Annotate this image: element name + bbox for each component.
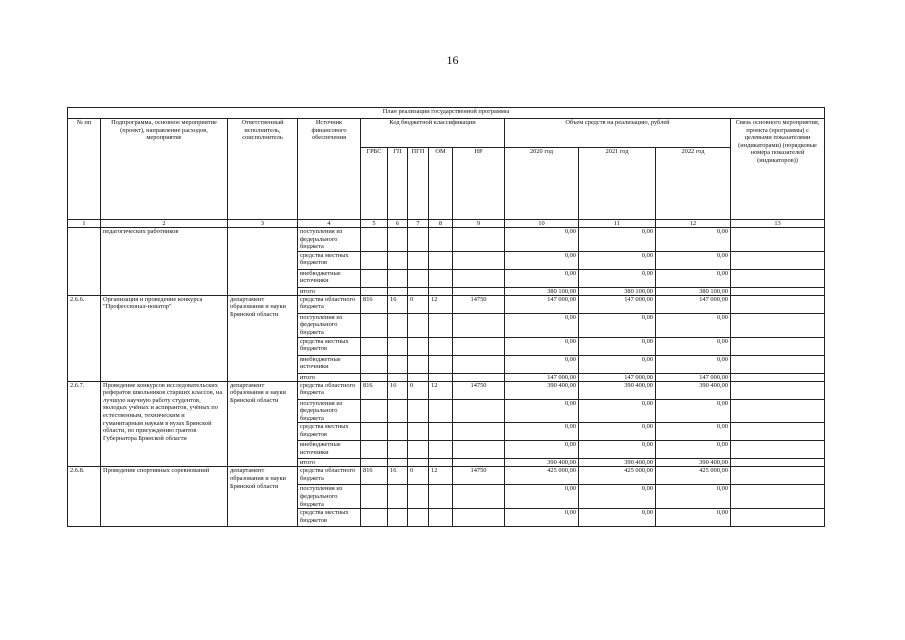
amount-2021: 147 000,00: [579, 373, 656, 381]
item-number: 2.6.7.: [68, 381, 101, 467]
amount-2021: 0,00: [579, 337, 656, 355]
item-name: Проведение спортивных соревнований: [101, 467, 228, 527]
code-nr: [453, 373, 505, 381]
code-pgp: [408, 441, 429, 459]
code-om: [429, 355, 453, 373]
indicator-link: [731, 295, 825, 313]
indicator-link: [731, 381, 825, 399]
indicator-link: [731, 373, 825, 381]
code-nr: [453, 251, 505, 269]
amount-2022: 0,00: [656, 337, 731, 355]
code-om: 12: [429, 467, 453, 485]
code-gp: [388, 287, 408, 295]
column-number: 12: [656, 220, 731, 228]
amount-2020: 0,00: [505, 251, 579, 269]
item-name: Проведение конкурсов исследовательских рефератов школьников старших классов, на лучшую научную работу студентов, молодых учёных и аспирантов, учёных по естественным, техническим и гуманитарным наукам в вузах Брянской области, по присуждению грантов Губернатора Брянской области: [101, 381, 228, 467]
column-number: 1: [68, 220, 101, 228]
code-nr: [453, 459, 505, 467]
code-grbs: [361, 251, 388, 269]
code-om: [429, 399, 453, 423]
code-pgp: [408, 287, 429, 295]
column-numbers-row: [68, 220, 825, 228]
item-executor: департамент образования и науки Брянской области: [228, 467, 298, 527]
code-gp: [388, 441, 408, 459]
code-grbs: [361, 459, 388, 467]
code-pgp: 0: [408, 295, 429, 313]
code-om: [429, 228, 453, 252]
code-pgp: [408, 509, 429, 527]
code-nr: [453, 399, 505, 423]
code-gp: [388, 337, 408, 355]
header-subprogram: Подпрограмма, основное мероприятие (проект), направление расходов, мероприятие: [101, 119, 228, 220]
code-gp: [388, 399, 408, 423]
item-number: 2.6.8.: [68, 467, 101, 527]
table-row: [68, 381, 825, 399]
code-om: 12: [429, 295, 453, 313]
amount-2020: 380 100,00: [505, 287, 579, 295]
amount-2021: 0,00: [579, 399, 656, 423]
code-gp: [388, 228, 408, 252]
column-number: 4: [298, 220, 361, 228]
amount-2022: 0,00: [656, 485, 731, 509]
code-nr: 14750: [453, 467, 505, 485]
funding-source: внебюджетные источники: [298, 355, 361, 373]
code-grbs: [361, 269, 388, 287]
code-gp: [388, 423, 408, 441]
column-number: 8: [429, 220, 453, 228]
amount-2020: 390 400,00: [505, 459, 579, 467]
amount-2021: 0,00: [579, 509, 656, 527]
indicator-link: [731, 509, 825, 527]
header-executor: Ответственный исполнитель, соисполнитель: [228, 119, 298, 220]
funding-source: итого: [298, 459, 361, 467]
column-number: 2: [101, 220, 228, 228]
indicator-link: [731, 337, 825, 355]
indicator-link: [731, 355, 825, 373]
code-nr: [453, 441, 505, 459]
indicator-link: [731, 228, 825, 252]
amount-2020: 390 400,00: [505, 381, 579, 399]
indicator-link: [731, 399, 825, 423]
code-om: [429, 373, 453, 381]
column-number: 10: [505, 220, 579, 228]
item-number: 2.6.6.: [68, 295, 101, 381]
code-nr: [453, 355, 505, 373]
code-nr: [453, 509, 505, 527]
code-grbs: [361, 399, 388, 423]
code-grbs: [361, 423, 388, 441]
code-pgp: [408, 269, 429, 287]
funding-source: средства областного бюджета: [298, 467, 361, 485]
column-number: 6: [388, 220, 408, 228]
code-gp: 16: [388, 381, 408, 399]
code-nr: [453, 423, 505, 441]
amount-2021: 390 400,00: [579, 381, 656, 399]
amount-2022: 390 400,00: [656, 381, 731, 399]
amount-2022: 380 100,00: [656, 287, 731, 295]
indicator-link: [731, 485, 825, 509]
amount-2020: 0,00: [505, 269, 579, 287]
header-2022: 2022 год: [656, 148, 731, 220]
amount-2020: 147 000,00: [505, 373, 579, 381]
code-om: [429, 485, 453, 509]
code-nr: [453, 485, 505, 509]
item-name: Организация и проведение конкурса "Профессионал-новатор": [101, 295, 228, 381]
code-om: [429, 251, 453, 269]
amount-2022: 0,00: [656, 355, 731, 373]
code-gp: 16: [388, 295, 408, 313]
code-pgp: [408, 423, 429, 441]
code-pgp: [408, 337, 429, 355]
code-om: [429, 287, 453, 295]
funding-source: средства местных бюджетов: [298, 337, 361, 355]
indicator-link: [731, 441, 825, 459]
code-grbs: [361, 509, 388, 527]
column-number: 7: [408, 220, 429, 228]
amount-2021: 380 100,00: [579, 287, 656, 295]
funding-source: поступления из федерального бюджета: [298, 399, 361, 423]
amount-2021: 390 400,00: [579, 459, 656, 467]
code-grbs: [361, 313, 388, 337]
code-gp: [388, 485, 408, 509]
code-gp: [388, 313, 408, 337]
header-grbs: ГРБС: [361, 148, 388, 220]
code-grbs: 816: [361, 467, 388, 485]
amount-2021: 0,00: [579, 269, 656, 287]
funding-source: поступления из федерального бюджета: [298, 228, 361, 252]
amount-2020: 425 000,00: [505, 467, 579, 485]
code-om: [429, 313, 453, 337]
indicator-link: [731, 269, 825, 287]
amount-2022: 425 000,00: [656, 467, 731, 485]
amount-2020: 0,00: [505, 509, 579, 527]
column-number: 9: [453, 220, 505, 228]
item-number: [68, 228, 101, 296]
code-pgp: [408, 485, 429, 509]
plan-title: План реализации государственной программы: [68, 108, 825, 119]
indicator-link: [731, 459, 825, 467]
code-om: 12: [429, 381, 453, 399]
amount-2020: 147 000,00: [505, 295, 579, 313]
table-row: [68, 228, 825, 252]
amount-2022: 0,00: [656, 228, 731, 252]
code-nr: [453, 269, 505, 287]
amount-2020: 0,00: [505, 355, 579, 373]
code-pgp: [408, 228, 429, 252]
header-link: Связь основного мероприятия, проекта (программы) с целевыми показателями (индикаторами) (порядковые номера показателей (индикаторов)): [731, 119, 825, 220]
code-grbs: [361, 337, 388, 355]
funding-source: средства областного бюджета: [298, 295, 361, 313]
code-grbs: [361, 485, 388, 509]
indicator-link: [731, 287, 825, 295]
column-number: 3: [228, 220, 298, 228]
amount-2020: 0,00: [505, 423, 579, 441]
column-number: 13: [731, 220, 825, 228]
code-grbs: [361, 355, 388, 373]
amount-2021: 0,00: [579, 423, 656, 441]
amount-2022: 147 000,00: [656, 373, 731, 381]
header-2020: 2020 год: [505, 148, 579, 220]
code-om: [429, 459, 453, 467]
funding-source: средства местных бюджетов: [298, 423, 361, 441]
code-pgp: [408, 399, 429, 423]
amount-2020: 0,00: [505, 228, 579, 252]
indicator-link: [731, 467, 825, 485]
column-number: 11: [579, 220, 656, 228]
funding-source: внебюджетные источники: [298, 269, 361, 287]
amount-2021: 0,00: [579, 441, 656, 459]
header-num: № пп: [68, 119, 101, 220]
code-gp: [388, 355, 408, 373]
funding-source: средства областного бюджета: [298, 381, 361, 399]
header-om: ОМ: [429, 148, 453, 220]
header-source: Источник финансового обеспечения: [298, 119, 361, 220]
amount-2021: 0,00: [579, 251, 656, 269]
amount-2020: 0,00: [505, 337, 579, 355]
plan-table: [67, 107, 825, 527]
code-nr: [453, 313, 505, 337]
funding-source: итого: [298, 287, 361, 295]
funding-source: поступления из федерального бюджета: [298, 313, 361, 337]
code-nr: [453, 337, 505, 355]
code-grbs: 816: [361, 295, 388, 313]
funding-source: средства местных бюджетов: [298, 509, 361, 527]
code-om: [429, 441, 453, 459]
code-gp: 16: [388, 467, 408, 485]
code-gp: [388, 373, 408, 381]
amount-2022: 147 000,00: [656, 295, 731, 313]
amount-2021: 147 000,00: [579, 295, 656, 313]
indicator-link: [731, 251, 825, 269]
code-gp: [388, 251, 408, 269]
item-executor: [228, 228, 298, 296]
header-volume: Объем средств на реализацию, рублей: [505, 119, 731, 148]
amount-2022: 0,00: [656, 251, 731, 269]
amount-2022: 0,00: [656, 423, 731, 441]
header-pgp: ПГП: [408, 148, 429, 220]
header-budget-class: Код бюджетной классификации: [361, 119, 505, 148]
amount-2020: 0,00: [505, 399, 579, 423]
code-pgp: [408, 459, 429, 467]
amount-2021: 425 000,00: [579, 467, 656, 485]
code-gp: [388, 269, 408, 287]
funding-source: средства местных бюджетов: [298, 251, 361, 269]
code-pgp: [408, 355, 429, 373]
amount-2022: 390 400,00: [656, 459, 731, 467]
amount-2020: 0,00: [505, 485, 579, 509]
amount-2021: 0,00: [579, 228, 656, 252]
code-gp: [388, 459, 408, 467]
amount-2020: 0,00: [505, 441, 579, 459]
amount-2022: 0,00: [656, 269, 731, 287]
code-pgp: [408, 373, 429, 381]
code-grbs: 816: [361, 381, 388, 399]
table-row: [68, 295, 825, 313]
amount-2021: 0,00: [579, 313, 656, 337]
code-om: [429, 337, 453, 355]
header-gp: ГП: [388, 148, 408, 220]
amount-2021: 0,00: [579, 355, 656, 373]
indicator-link: [731, 313, 825, 337]
item-name: педагогических работников: [101, 228, 228, 296]
code-nr: 14750: [453, 295, 505, 313]
amount-2021: 0,00: [579, 485, 656, 509]
amount-2020: 0,00: [505, 313, 579, 337]
amount-2022: 0,00: [656, 441, 731, 459]
amount-2022: 0,00: [656, 313, 731, 337]
code-nr: [453, 287, 505, 295]
funding-source: поступления из федерального бюджета: [298, 485, 361, 509]
amount-2022: 0,00: [656, 399, 731, 423]
funding-source: итого: [298, 373, 361, 381]
header-2021: 2021 год: [579, 148, 656, 220]
indicator-link: [731, 423, 825, 441]
code-om: [429, 509, 453, 527]
amount-2022: 0,00: [656, 509, 731, 527]
code-pgp: [408, 313, 429, 337]
code-pgp: [408, 251, 429, 269]
item-executor: департамент образования и науки Брянской области: [228, 381, 298, 467]
code-gp: [388, 509, 408, 527]
code-om: [429, 423, 453, 441]
code-pgp: 0: [408, 467, 429, 485]
code-grbs: [361, 228, 388, 252]
table-row: [68, 467, 825, 485]
header-nr: НР: [453, 148, 505, 220]
code-grbs: [361, 287, 388, 295]
code-om: [429, 269, 453, 287]
item-executor: департамент образования и науки Брянской области: [228, 295, 298, 381]
page-number: 16: [446, 53, 459, 67]
code-grbs: [361, 373, 388, 381]
column-number: 5: [361, 220, 388, 228]
code-nr: 14750: [453, 381, 505, 399]
code-grbs: [361, 441, 388, 459]
code-pgp: 0: [408, 381, 429, 399]
funding-source: внебюджетные источники: [298, 441, 361, 459]
code-nr: [453, 228, 505, 252]
